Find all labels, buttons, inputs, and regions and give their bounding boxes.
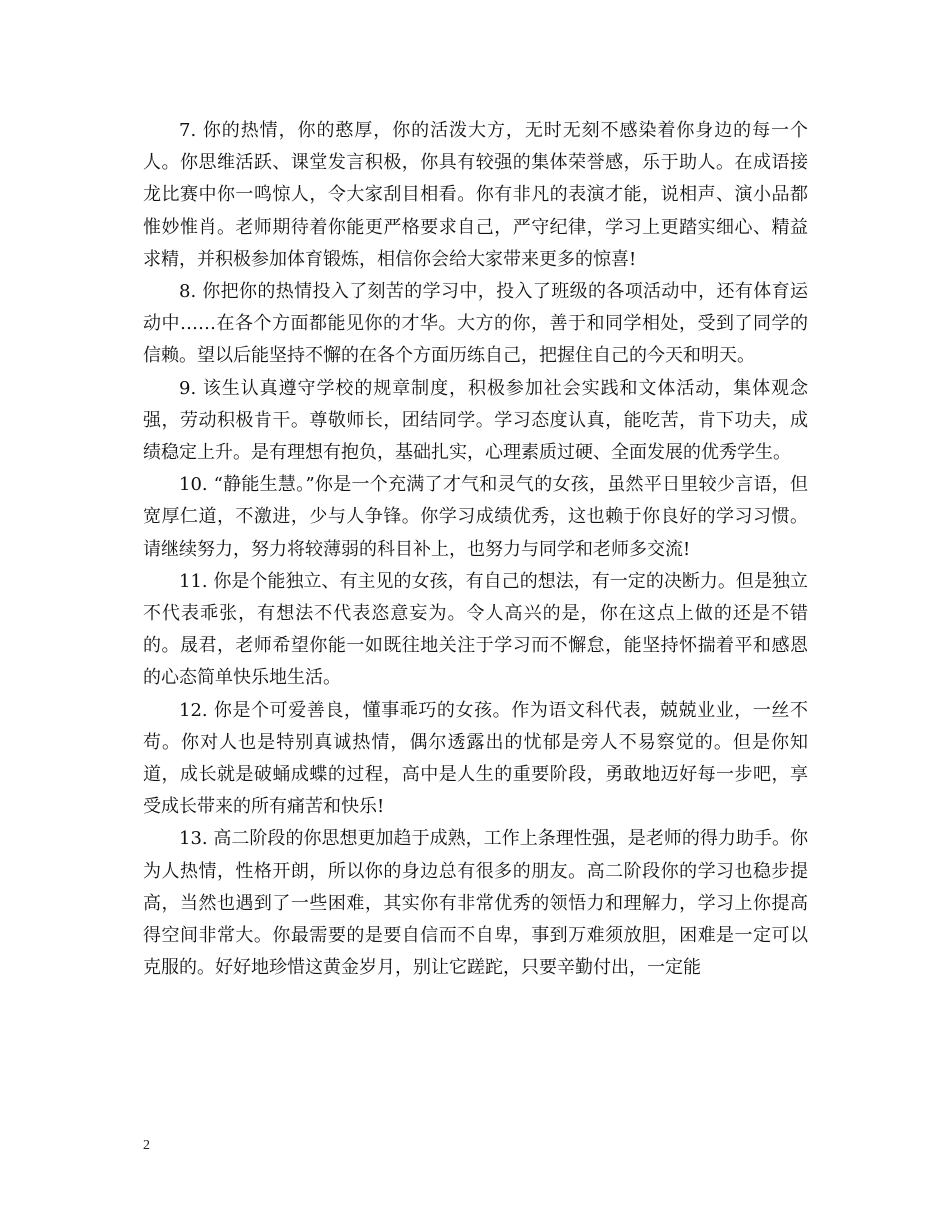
comment-paragraph-10: 10. “静能生慧。”你是一个充满了才气和灵气的女孩，虽然平日里较少言语，但宽厚仁道，不激进，少与人争锋。你学习成绩优秀，这也赖于你良好的学习习惯。请继续努力，努力将较薄弱的科目补上，也努力与同学和老师多交流!: [143, 474, 808, 560]
comment-paragraph-7: 7. 你的热情，你的憨厚，你的活泼大方，无时无刻不感染着你身边的每一个人。你思维活跃、课堂发言积极，你具有较强的集体荣誉感，乐于助人。在成语接龙比赛中你一鸣惊人，令大家刮目相看。你有非凡的表演才能，说相声、演小品都惟妙惟肖。老师期待着你能更严格要求自己，严守纪律，学习上更踏实细心、精益求精，并积极参加体育锻炼，相信你会给大家带来更多的惊喜!: [143, 120, 808, 270]
comment-paragraph-8: 8. 你把你的热情投入了刻苦的学习中，投入了班级的各项活动中，还有体育运动中……在各个方面都能见你的才华。大方的你，善于和同学相处，受到了同学的信赖。望以后能坚持不懈的在各个方面历练自己，把握住自己的今天和明天。: [143, 281, 808, 367]
page-number: 2: [143, 1138, 150, 1153]
comment-paragraph-9: 9. 该生认真遵守学校的规章制度，积极参加社会实践和文体活动，集体观念强，劳动积极肯干。尊敬师长，团结同学。学习态度认真，能吃苦，肯下功夫，成绩稳定上升。是有理想有抱负，基础扎实，心理素质过硬、全面发展的优秀学生。: [143, 377, 808, 464]
document-body: [143, 115, 808, 984]
comment-paragraph-11: 11. 你是个能独立、有主见的女孩，有自己的想法，有一定的决断力。但是独立不代表乖张，有想法不代表恣意妄为。令人高兴的是，你在这点上做的还是不错的。晟君，老师希望你能一如既往地关注于学习而不懈怠，能坚持怀揣着平和感恩的心态简单快乐地生活。: [143, 570, 808, 689]
comment-paragraph-12: 12. 你是个可爱善良，懂事乖巧的女孩。作为语文科代表，兢兢业业，一丝不苟。你对人也是特别真诚热情，偶尔透露出的忧郁是旁人不易察觉的。但是你知道，成长就是破蛹成蝶的过程，高中是人生的重要阶段，勇敢地迈好每一步吧，享受成长带来的所有痛苦和快乐!: [143, 699, 808, 818]
comment-paragraph-13: 13. 高二阶段的你思想更加趋于成熟，工作上条理性强，是老师的得力助手。你为人热情，性格开朗，所以你的身边总有很多的朋友。高二阶段你的学习也稳步提高，当然也遇到了一些困难，其实你有非常优秀的领悟力和理解力，学习上你提高得空间非常大。你最需要的是要自信而不自卑，事到万难须放胆，困难是一定可以克服的。好好地珍惜这黄金岁月，别让它蹉跎，只要辛勤付出，一定能: [143, 828, 808, 979]
